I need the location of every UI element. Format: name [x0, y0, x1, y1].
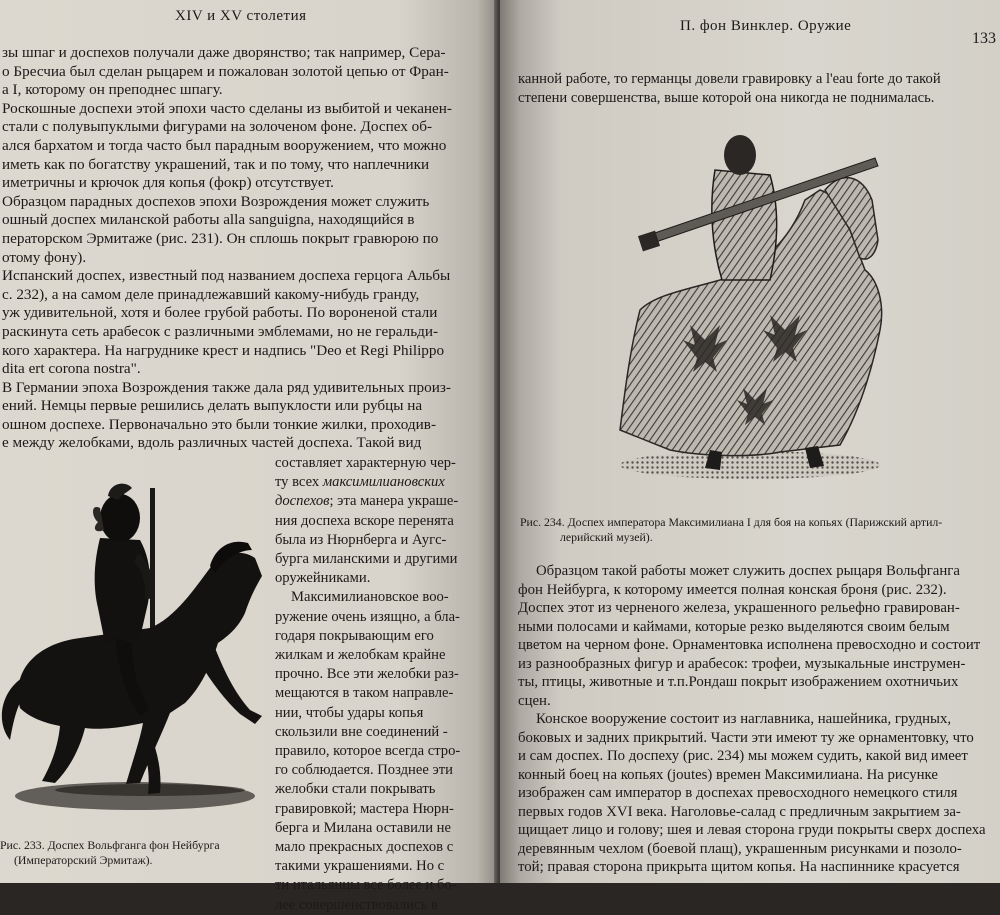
text-line: была из Нюрнберга и Аугс-	[275, 531, 447, 548]
knight-silhouette-illustration	[0, 478, 272, 818]
text-line: ту всех максимилиановских	[275, 474, 445, 491]
text-line: первых годов XVI века. Наголовье-салад с предличным закрытием за-	[518, 803, 961, 820]
text-line: годаря покрывающим его	[275, 627, 434, 644]
text-line: фон Нейбурга, к которому имеется полная конская броня (рис. 232).	[518, 581, 947, 598]
text-line: составляет характерную чер-	[275, 455, 456, 471]
text-line: ными полосами и каймами, которые резко выделяются своим белым	[518, 618, 950, 635]
text-line: такими украшениями. Но с	[275, 858, 445, 875]
text-line: раскинута сеть арабесок с различными эмблемами, но не геральди-	[2, 322, 439, 340]
left-text-column	[275, 454, 490, 915]
right-running-head: П. фон Винклер. Оружие	[680, 18, 852, 34]
text-line: ти итальянцы все более и бо-	[275, 877, 457, 894]
right-text-top	[518, 70, 998, 108]
text-line: берга и Милана оставили не	[275, 819, 451, 836]
text-line: го соблюдается. Позднее эти	[275, 762, 453, 779]
text-line: с. 232), а на самом деле принадлежавший какому-нибудь гранду,	[2, 285, 420, 303]
left-text-full-width	[2, 44, 492, 453]
text-line: мещаются в таком направле-	[275, 685, 454, 702]
text-line: степени совершенства, выше которой она никогда не поднималась.	[518, 89, 935, 106]
text-line: и сам доспех. По доспеху (рис. 234) мы можем судить, какой вид имеет	[518, 748, 968, 764]
maximilian-armor-illustration	[610, 130, 890, 490]
caption-line: (Императорский Эрмитаж).	[14, 853, 153, 867]
text-line: скользили вне соединений -	[275, 723, 448, 740]
text-line: ператорском Эрмитаже (рис. 231). Он сплошь покрыт гравюрою по	[2, 229, 439, 247]
text-line: щищает лицо и голову; шея и левая сторона груди покрыты сверх доспеха	[518, 822, 986, 838]
text-line: жилкам и желобкам крайне	[275, 647, 446, 664]
text-line: зы шпаг и доспехов получали даже дворянство; так например, Сера-	[2, 44, 446, 61]
text-line: Конское вооружение состоит из наглавника, нашейника, грудных,	[536, 711, 952, 727]
text-line: Максимилиановское воо-	[291, 589, 449, 606]
text-line: прочно. Все эти желобки раз-	[275, 666, 459, 683]
text-line: конный боец на копьях (joutes) времен Максимилиана. На рисунке	[518, 766, 938, 783]
text-line: канной работе, то германцы довели гравировку a l'eau forte до такой	[518, 71, 941, 87]
text-line: мало прекрасных доспехов с	[275, 839, 454, 856]
text-line: из разнообразных фигур и арабесок: трофеи, музыкальные инструмен-	[518, 655, 966, 672]
text-line: иметь как по богатству украшений, так и по тому, что наплечники	[2, 155, 430, 173]
text-line: сцен.	[518, 692, 551, 709]
text-line: В Германии эпоха Возрождения также дала ряд удивительных произ-	[2, 378, 451, 396]
text-line: уж удивительной, хотя и более грубой работы. По вороненой стали	[2, 304, 438, 322]
text-line: dita ert corona nostra".	[2, 360, 141, 378]
text-line: ты, птицы, животные и т.п.Рондаш покрыт изображением охотничьих	[518, 674, 959, 690]
right-page	[500, 0, 1000, 883]
text-line: той; правая сторона прикрыта щитом копья. На наспиннике красуется	[518, 859, 960, 875]
text-line: цветом на черном фоне. Орнаментовка исполнена превосходно и состоит	[518, 637, 981, 653]
text-line: Доспех этот из черненого железа, украшенного рельефно гравирован-	[518, 600, 960, 616]
text-line: ошный доспех миланской работы alla sanguigna, находящийся в	[2, 211, 415, 229]
text-line: ния доспеха вскоре перенята	[275, 512, 454, 529]
text-line: гравировкой; мастера Нюрн-	[275, 800, 454, 817]
caption-line: Рис. 233. Доспех Вольфганга фон Нейбурга	[0, 838, 220, 852]
text-line: кого характера. На нагруднике крест и надпись "Deo et Regi Philippo	[2, 341, 445, 359]
text-line: е между желобками, вдоль различных частей доспеха. Такой вид	[2, 434, 422, 452]
text-line: а I, которому он преподнес шпагу.	[2, 81, 223, 99]
text-line: изображен сам император в доспехах превосходного немецкого стиля	[518, 785, 958, 801]
text-line: иметричны и крючок для копья (фокр) отсутствует.	[2, 174, 334, 192]
text-line: бурга миланскими и другими	[275, 551, 458, 568]
text-line: о Бресчиа был сделан рыцарем и пожалован золотой цепью от Фран-	[2, 62, 449, 80]
text-line: оружейниками.	[275, 570, 371, 587]
text-line: правило, которое всегда стро-	[275, 743, 461, 760]
text-line: Роскошные доспехи этой эпохи часто сделаны из выбитой и чеканен-	[2, 99, 452, 117]
text-line: деревянным чехлом (боевой плащ), украшенным рисунками и позоло-	[518, 840, 962, 857]
page-number: 133	[972, 30, 996, 47]
text-line: желобки стали покрывать	[275, 781, 436, 798]
right-text-main	[518, 562, 998, 877]
text-line: ошном доспехе. Первоначально это были тонкие жилки, проходив-	[2, 415, 437, 433]
text-line: отому фону).	[2, 248, 87, 266]
left-caption	[0, 838, 220, 868]
text-line: лее совершенствовались в	[275, 896, 438, 913]
text-line: ался бархатом и тогда часто был парадным вооружением, что можно	[2, 136, 447, 154]
text-line: Образцом такой работы может служить доспех рыцаря Вольфганга	[536, 563, 960, 579]
left-running-head: XIV и XV столетия	[175, 8, 307, 24]
text-line: ружение очень изящно, а бла-	[275, 608, 460, 625]
text-line: Испанский доспех, известный под названием доспеха герцога Альбы	[2, 267, 451, 285]
italic-term: максимилиановских	[322, 474, 445, 491]
text-line: стали с полувыпуклыми фигурами на золоченом фоне. Доспех об-	[2, 118, 433, 136]
caption-line: лерийский музей).	[560, 530, 653, 544]
left-page	[0, 0, 497, 913]
text-line: нии, чтобы удары копья	[275, 704, 424, 721]
text-line: доспехов; эта манера украше-	[275, 493, 459, 510]
text-line: ений. Немцы первые решились делать выпуклости или рубцы на	[2, 397, 423, 415]
right-caption	[520, 515, 942, 545]
text-line: Образцом парадных доспехов эпохи Возрождения может служить	[2, 192, 430, 210]
caption-line: Рис. 234. Доспех императора Максимилиана I для боя на копьях (Парижский артил-	[520, 515, 943, 529]
text-line: боковых и задних прикрытий. Части эти имеют ту же орнаментовку, что	[518, 729, 974, 746]
